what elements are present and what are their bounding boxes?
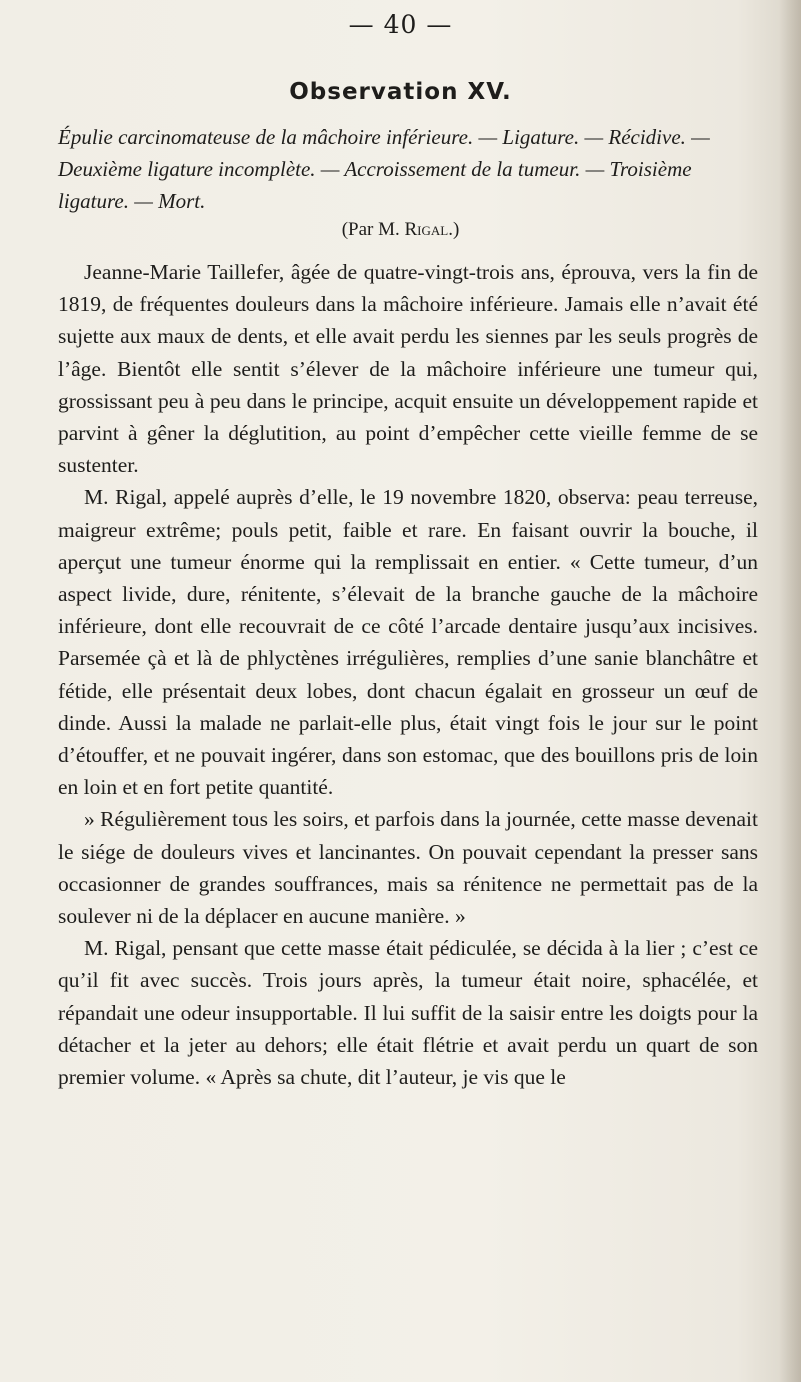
author-line [0,219,801,241]
observation-title: Observation XV. [289,79,512,105]
paragraph-1: Jeanne-Marie Taillefer, âgée de quatre-vingt-trois ans, éprouva, vers la fin de 1819, de fréquentes douleurs dans la mâchoire inférieure. Jamais elle n’avait été sujette aux maux de dents, et elle avait perdu les siennes par les seuls progrès de l’âge. Bientôt elle sentit s’élever de la mâchoire inférieure une tumeur qui, grossissant peu à peu dans le principe, acquit ensuite un développement rapide et parvint à gêner la déglutition, au point d’empêcher cette vieille femme de se sustenter. [58,260,758,478]
author-name: Rigal [404,219,449,240]
paragraph-3: » Régulièrement tous les soirs, et parfois dans la journée, cette masse devenait le siége de douleurs vives et lancinantes. On pouvait cependant la presser sans occasionner de grandes souffrances, mais sa rénitence ne permettait pas de la soulever ni de la déplacer en aucune manière. » [58,807,758,929]
page-number: — 40 — [348,10,453,39]
page-edge-shadow [779,0,801,1382]
author-suffix: .) [448,219,460,240]
body-text [58,256,758,1093]
author-prefix: (Par M. [341,219,405,240]
observation-subtitle: Épulie carcinomateuse de la mâchoire inférieure. — Ligature. — Récidive. — Deuxième ligature incomplète. — Accroissement de la tumeur. — Troisième ligature. — Mort. [58,125,710,213]
paragraph-2: M. Rigal, appelé auprès d’elle, le 19 novembre 1820, observa: peau terreuse, maigreur extrême; pouls petit, faible et rare. En faisant ouvrir la bouche, il aperçut une tumeur énorme qui la remplissait en entier. « Cette tumeur, d’un aspect livide, dure, rénitente, s’élevait de la branche gauche de la mâchoire inférieure, dont elle recouvrait de ce côté l’arcade dentaire jusqu’aux incisives. Parsemée çà et là de phlyctènes irrégulières, remplies d’une sanie blanchâtre et fétide, elle présentait deux lobes, dont chacun égalait en grosseur un œuf de dinde. Aussi la malade ne parlait-elle plus, était vingt fois le jour sur le point d’étouffer, et ne pouvait ingérer, dans son estomac, que des bouillons pris de loin en loin et en fort petite quantité. [58,485,758,800]
paragraph-4: M. Rigal, pensant que cette masse était pédiculée, se décida à la lier ; c’est ce qu’il fit avec succès. Trois jours après, la tumeur était noire, sphacélée, et répandait une odeur insupportable. Il lui suffit de la saisir entre les doigts pour la détacher et la jeter au dehors; elle était flétrie et avait perdu un quart de son premier volume. « Après sa chute, dit l’auteur, je vis que le [58,936,758,1090]
